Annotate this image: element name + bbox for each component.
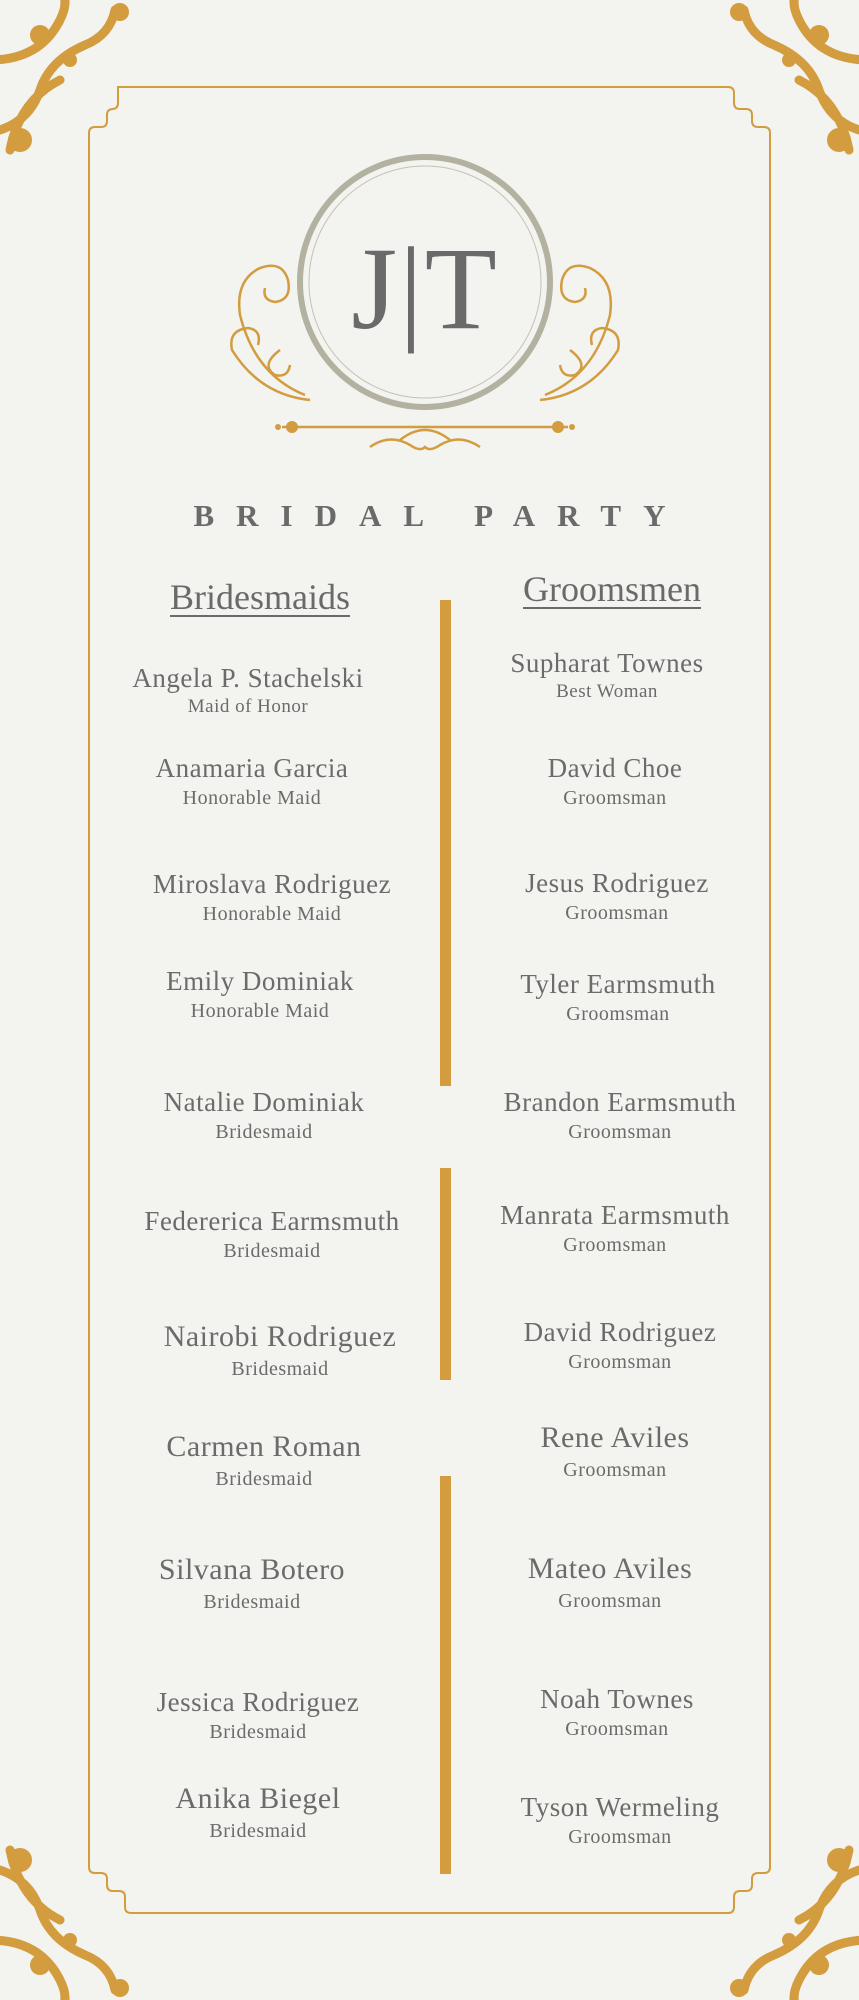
member-name: Tyler Earmsmuth [520, 969, 716, 999]
groomsman-entry [438, 969, 798, 1028]
member-role: Bridesmaid [215, 1467, 313, 1490]
groomsmen-heading: Groomsmen [523, 569, 701, 609]
member-name: Brandon Earmsmuth [503, 1087, 737, 1117]
groomsman-entry [437, 1684, 797, 1743]
member-role: Honorable Maid [182, 787, 322, 810]
member-name: Anika Biegel [175, 1782, 341, 1815]
groomsman-entry [437, 868, 797, 927]
member-name: Noah Townes [540, 1684, 694, 1714]
groomsman-entry [430, 1552, 790, 1615]
bridesmaid-entry [72, 1553, 432, 1616]
bridesmaid-entry [78, 1782, 438, 1845]
bridesmaid-entry [72, 753, 432, 812]
member-role: Bridesmaid [203, 1590, 301, 1613]
member-name: Mateo Aviles [527, 1552, 693, 1585]
bridesmaid-entry [92, 869, 452, 928]
bridesmaids-heading: Bridesmaids [170, 577, 350, 617]
corner-flourish-icon [0, 1830, 150, 2000]
member-role: Best Woman [556, 681, 658, 703]
groomsman-entry [427, 648, 787, 706]
member-role: Groomsman [565, 1718, 669, 1741]
groomsman-entry [435, 1200, 795, 1259]
member-role: Groomsman [566, 1003, 670, 1026]
member-name: Tyson Wermeling [520, 1792, 720, 1822]
bridesmaid-entry [78, 1687, 438, 1746]
groomsman-entry [440, 1317, 800, 1376]
member-role: Bridesmaid [209, 1721, 307, 1744]
bridesmaid-entry [84, 1430, 444, 1493]
member-role: Groomsman [558, 1589, 662, 1612]
member-role: Bridesmaid [231, 1357, 329, 1380]
member-name: Jessica Rodriguez [156, 1687, 360, 1717]
monogram-crest [220, 150, 630, 465]
member-role: Groomsman [568, 1121, 672, 1144]
member-role: Honorable Maid [190, 1000, 330, 1023]
member-name: David Choe [547, 753, 683, 783]
member-role: Groomsman [563, 787, 667, 810]
member-name: David Rodriguez [523, 1317, 717, 1347]
corner-flourish-icon [709, 1830, 859, 2000]
member-name: Jesus Rodriguez [525, 868, 709, 898]
member-role: Honorable Maid [202, 903, 342, 926]
member-role: Bridesmaid [223, 1240, 321, 1263]
member-name: Miroslava Rodriguez [152, 869, 392, 899]
corner-flourish-icon [709, 0, 859, 170]
page-title: BRIDAL PARTY [193, 498, 688, 533]
bridesmaid-entry [84, 1087, 444, 1146]
groomsman-entry [440, 1792, 800, 1851]
member-role: Groomsman [565, 902, 669, 925]
member-name: Carmen Roman [166, 1430, 362, 1463]
member-name: Nairobi Rodriguez [163, 1320, 397, 1353]
bridesmaid-entry [92, 1206, 452, 1265]
member-name: Supharat Townes [510, 648, 704, 678]
member-role: Groomsman [568, 1351, 672, 1374]
member-role: Bridesmaid [209, 1819, 307, 1842]
monogram-initials: J|T [351, 223, 499, 354]
member-name: Manrata Earmsmuth [500, 1200, 730, 1230]
bridesmaid-entry [100, 1320, 460, 1383]
member-name: Natalie Dominiak [163, 1087, 365, 1117]
member-role: Groomsman [563, 1458, 667, 1481]
member-role: Groomsman [568, 1826, 672, 1849]
corner-flourish-icon [0, 0, 150, 170]
bridesmaid-entry [80, 966, 440, 1025]
member-role: Maid of Honor [187, 696, 309, 718]
member-role: Groomsman [563, 1234, 667, 1257]
groomsman-entry [435, 753, 795, 812]
member-name: Silvana Botero [158, 1553, 346, 1586]
member-name: Rene Aviles [540, 1421, 690, 1454]
groomsman-entry [435, 1421, 795, 1484]
bridesmaid-entry [68, 663, 428, 721]
member-role: Bridesmaid [215, 1121, 313, 1144]
groomsman-entry [440, 1087, 800, 1146]
member-name: Emily Dominiak [166, 966, 354, 996]
member-name: Angela P. Stachelski [132, 663, 364, 693]
member-name: Anamaria Garcia [155, 753, 349, 783]
member-name: Federerica Earmsmuth [144, 1206, 400, 1236]
